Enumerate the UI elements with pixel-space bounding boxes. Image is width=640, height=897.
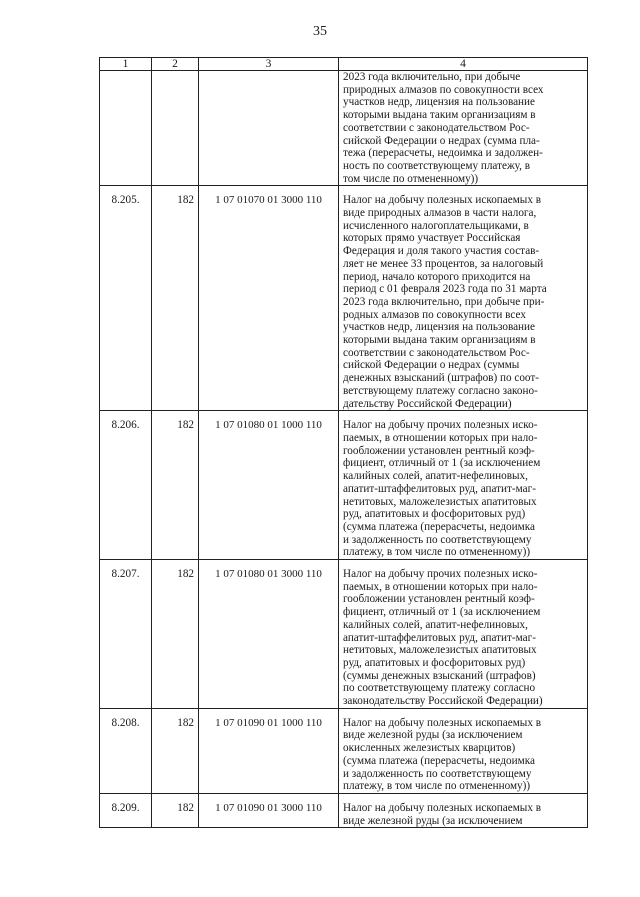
table-header-row: [100, 58, 588, 71]
description-line: паемых, в отношении которых при нало-: [343, 580, 538, 593]
column-header: 1: [100, 58, 152, 71]
description-line: калийных солей, апатит-нефелиновых,: [343, 618, 528, 631]
description-cell: [339, 560, 588, 709]
row-number-cell: 8.209.: [100, 793, 152, 827]
admin-code-cell: [152, 71, 199, 186]
table-row: [100, 708, 588, 793]
table-row: [100, 411, 588, 560]
kbk-code-cell: 1 07 01080 01 3000 110: [199, 560, 339, 709]
row-number-cell: 8.208.: [100, 708, 152, 793]
description-cell: [339, 411, 588, 560]
admin-code-cell: 182: [152, 708, 199, 793]
description-line: участков недр, лицензия на пользование: [343, 96, 535, 109]
description-line: (сумма платежа (перерасчеты, недоимка: [343, 520, 535, 533]
description-line: нетитовых, маложелезистых апатитовых: [343, 644, 537, 657]
description-line: дательству Российской Федерации): [343, 397, 512, 410]
description-line: (суммы денежных взысканий (штрафов): [343, 669, 536, 682]
admin-code-cell: 182: [152, 186, 199, 411]
row-number-cell: [100, 71, 152, 186]
description-line: фициент, отличный от 1 (за исключением: [343, 606, 541, 619]
kbk-code-cell: 1 07 01090 01 1000 110: [199, 708, 339, 793]
description-line: ность по соответствующему платежу, в: [343, 159, 531, 172]
column-header: 2: [152, 58, 199, 71]
kbk-code-cell: 1 07 01090 01 3000 110: [199, 793, 339, 827]
description-line: гообложении установлен рентный коэф-: [343, 593, 535, 606]
description-line: и задолженность по соответствующему: [343, 533, 532, 546]
description-line: природных алмазов по совокупности всех: [343, 83, 544, 96]
description-line: Налог на добычу полезных ископаемых в: [343, 716, 541, 729]
column-header: 4: [339, 58, 588, 71]
description-line: соответствии с законодательством Рос-: [343, 346, 530, 359]
description-line: период с 01 февраля 2023 года по 31 марта: [343, 283, 547, 296]
description-line: окисленных железистых кварцитов): [343, 742, 516, 755]
description-line: которыми выдана таким организациям в: [343, 334, 536, 347]
description-line: Налог на добычу прочих полезных иско-: [343, 419, 538, 432]
description-line: том числе по отмененному)): [343, 172, 479, 185]
description-line: апатит-штаффелитовых руд, апатит-маг-: [343, 482, 536, 495]
description-line: паемых, в отношении которых при нало-: [343, 431, 538, 444]
description-line: законодательству Российской Федерации): [343, 695, 543, 708]
description-line: руд, апатитовых и фосфоритовых руд): [343, 656, 526, 669]
description-line: сийской Федерации о недрах (суммы: [343, 359, 520, 372]
description-line: родных алмазов по совокупности всех: [343, 308, 526, 321]
description-line: Налог на добычу прочих полезных иско-: [343, 568, 538, 581]
description-cell: [339, 793, 588, 827]
budget-classification-table: [99, 57, 588, 828]
row-number-cell: 8.205.: [100, 186, 152, 411]
description-line: и задолженность по соответствующему: [343, 767, 532, 780]
description-line: ляет не менее 33 процентов, за налоговый: [343, 257, 544, 270]
row-number-cell: 8.206.: [100, 411, 152, 560]
description-line: апатит-штаффелитовых руд, апатит-маг-: [343, 631, 536, 644]
kbk-code-cell: 1 07 01080 01 1000 110: [199, 411, 339, 560]
description-line: руд, апатитовых и фосфоритовых руд): [343, 508, 526, 521]
description-line: 2023 года включительно, при добыче: [343, 71, 521, 83]
description-line: гообложении установлен рентный коэф-: [343, 444, 535, 457]
description-line: период, начало которого приходится на: [343, 270, 531, 283]
admin-code-cell: 182: [152, 560, 199, 709]
column-header: 3: [199, 58, 339, 71]
continuation-row: [100, 71, 588, 186]
description-cell: [339, 186, 588, 411]
description-line: Налог на добычу полезных ископаемых в: [343, 194, 541, 207]
description-cell: [339, 708, 588, 793]
description-line: участков недр, лицензия на пользование: [343, 321, 535, 334]
kbk-code-cell: [199, 71, 339, 186]
description-line: ветствующему платежу согласно законо-: [343, 384, 538, 397]
description-line: калийных солей, апатит-нефелиновых,: [343, 470, 528, 483]
row-number-cell: 8.207.: [100, 560, 152, 709]
table-row: [100, 560, 588, 709]
description-line: виде железной руды (за исключением: [343, 814, 523, 827]
description-line: по соответствующему платежу согласно: [343, 682, 536, 695]
admin-code-cell: 182: [152, 793, 199, 827]
table-row: [100, 186, 588, 411]
description-line: сийской Федерации о недрах (сумма пла-: [343, 134, 540, 147]
description-cell: [339, 71, 588, 186]
description-line: (сумма платежа (перерасчеты, недоимка: [343, 754, 535, 767]
description-line: тежа (перерасчеты, недоимка и задолжен-: [343, 147, 543, 160]
description-line: 2023 года включительно, при добыче при-: [343, 295, 545, 308]
description-line: фициент, отличный от 1 (за исключением: [343, 457, 541, 470]
description-line: которыми выдана таким организациям в: [343, 109, 536, 122]
description-line: платежу, в том числе по отмененному)): [343, 546, 531, 559]
description-line: виде природных алмазов в части налога,: [343, 207, 537, 220]
description-line: нетитовых, маложелезистых апатитовых: [343, 495, 537, 508]
description-line: исчисленного налогоплательщиками, в: [343, 219, 529, 232]
description-line: виде железной руды (за исключением: [343, 729, 523, 742]
description-line: платежу, в том числе по отмененному)): [343, 780, 531, 793]
description-line: соответствии с законодательством Рос-: [343, 121, 530, 134]
table-row: [100, 793, 588, 827]
page-number: 35: [313, 24, 327, 39]
description-line: Налог на добычу полезных ископаемых в: [343, 801, 541, 814]
admin-code-cell: 182: [152, 411, 199, 560]
kbk-code-cell: 1 07 01070 01 3000 110: [199, 186, 339, 411]
description-line: которых прямо участвует Российская: [343, 232, 521, 245]
description-line: денежных взысканий (штрафов) по соот-: [343, 372, 539, 385]
description-line: Федерация и доля такого участия состав-: [343, 245, 540, 258]
